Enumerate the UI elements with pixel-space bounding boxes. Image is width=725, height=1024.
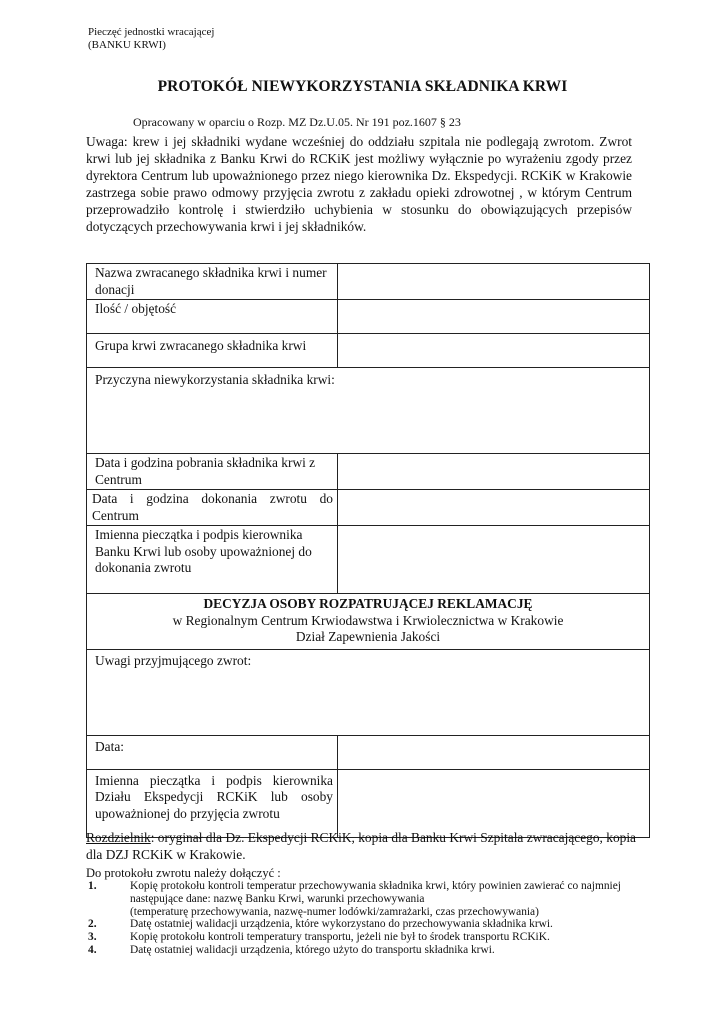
field-blood-group[interactable] <box>338 334 650 368</box>
distribution-label: Rozdzielnik <box>86 830 151 845</box>
legal-basis: Opracowany w oparciu o Rozp. MZ Dz.U.05. Nr 191 poz.1607 § 23 <box>133 115 461 129</box>
decision-title: DECYZJA OSOBY ROZPATRUJĄCEJ REKLAMACJĘ <box>203 596 533 611</box>
label-component-name: Nazwa zwracanego składnika krwi i numer donacji <box>87 264 338 300</box>
label-bank-signature: Imienna pieczątka i podpis kierownika Banku Krwi lub osoby upoważnionej do dokonania zwrotu <box>87 526 338 594</box>
field-quantity[interactable] <box>338 300 650 334</box>
label-date: Data: <box>87 735 338 769</box>
field-expedition-signature[interactable] <box>338 769 650 837</box>
decision-center: w Regionalnym Centrum Krwiodawstwa i Krwiolecznictwa w Krakowie <box>172 612 564 628</box>
document-title: PROTOKÓŁ NIEWYKORZYSTANIA SKŁADNIKA KRWI <box>157 78 568 95</box>
table-row <box>87 368 650 454</box>
list-item-number: 3. <box>88 931 97 944</box>
list-item <box>88 880 658 918</box>
label-collection-date: Data i godzina pobrania składnika krwi z Centrum <box>87 454 338 490</box>
list-item <box>88 918 658 931</box>
distribution-text: : oryginał dla Dz. Ekspedycji RCKiK, kopia dla Banku Krwi Szpitala zwracającego, kopia dla DZJ RCKiK w Krakowie. <box>86 830 636 862</box>
field-date[interactable] <box>338 735 650 769</box>
attachments-heading: Do protokołu zwrotu należy dołączyć : <box>86 866 281 880</box>
list-item <box>88 931 658 944</box>
field-return-date[interactable] <box>338 490 650 526</box>
list-item-number: 2. <box>88 918 97 931</box>
table-row <box>87 300 650 334</box>
field-reason[interactable]: Przyczyna niewykorzystania składnika krwi: <box>87 368 650 454</box>
table-row <box>87 454 650 490</box>
stamp-line-2: (BANKU KRWI) <box>88 39 166 51</box>
table-row <box>87 649 650 735</box>
field-component-name[interactable] <box>338 264 650 300</box>
return-form-table <box>86 263 650 838</box>
distribution-list <box>86 830 646 863</box>
list-item-subtext: (temperaturę przechowywania, nazwę-numer lodówki/zamrażarki, czas przechowywania) <box>130 905 539 918</box>
table-row <box>87 769 650 837</box>
label-return-date: Data i godzina dokonania zwrotu do Centrum <box>87 490 338 526</box>
table-row <box>87 264 650 300</box>
decision-department: Dział Zapewnienia Jakości <box>295 629 441 644</box>
list-item-text: Kopię protokołu kontroli temperatur przechowywania składnika krwi, który powinien zawierać co najmniej następujące dane: nazwę Banku Krwi, warunki przechowywania <box>130 880 621 905</box>
label-quantity: Ilość / objętość <box>87 300 338 334</box>
table-row <box>87 490 650 526</box>
field-collection-date[interactable] <box>338 454 650 490</box>
table-row <box>87 526 650 594</box>
stamp-area <box>88 26 214 52</box>
label-expedition-signature: Imienna pieczątka i podpis kierownika Działu Ekspedycji RCKiK lub osoby upoważnionej do przyjęcia zwrotu <box>87 769 338 837</box>
field-receiver-remarks[interactable]: Uwagi przyjmującego zwrot: <box>87 649 650 735</box>
table-row <box>87 594 650 650</box>
list-item-number: 1. <box>88 880 97 892</box>
list-item-number: 4. <box>88 943 97 956</box>
stamp-line-1: Pieczęć jednostki wracającej <box>88 26 215 38</box>
list-item-text: Datę ostatniej walidacji urządzenia, które wykorzystano do przechowywania składnika krwi. <box>130 918 553 931</box>
table-row <box>87 334 650 368</box>
decision-header <box>87 594 650 650</box>
list-item <box>88 944 658 957</box>
field-bank-signature[interactable] <box>338 526 650 594</box>
list-item-text: Datę ostatniej walidacji urządzenia, którego użyto do transportu składnika krwi. <box>130 943 495 956</box>
attachments-list <box>88 880 658 957</box>
table-row <box>87 735 650 769</box>
label-blood-group: Grupa krwi zwracanego składnika krwi <box>87 334 338 368</box>
notice-paragraph: Uwaga: krew i jej składniki wydane wcześniej do oddziału szpitala nie podlegają zwrotom. Zwrot krwi lub jej składnika z Banku Krwi do RCKiK jest możliwy wyłącznie po wyrażeniu zgody przez dyrektora Centrum lub upoważnionego przez niego kierownika Dz. Ekspedycji. RCKiK w Krakowie zastrzega sobie prawo odmowy przyjęcia zwrotu z zakładu opieki zdrowotnej , w którym Centrum przeprowadziło kontrolę i stwierdziło uchybienia w stosunku do obowiązujących przepisów dotyczących przechowywania krwi i jej składników. <box>86 134 632 234</box>
list-item-text: Kopię protokołu kontroli temperatury transportu, jeżeli nie był to środek transportu RCKiK. <box>130 931 550 944</box>
